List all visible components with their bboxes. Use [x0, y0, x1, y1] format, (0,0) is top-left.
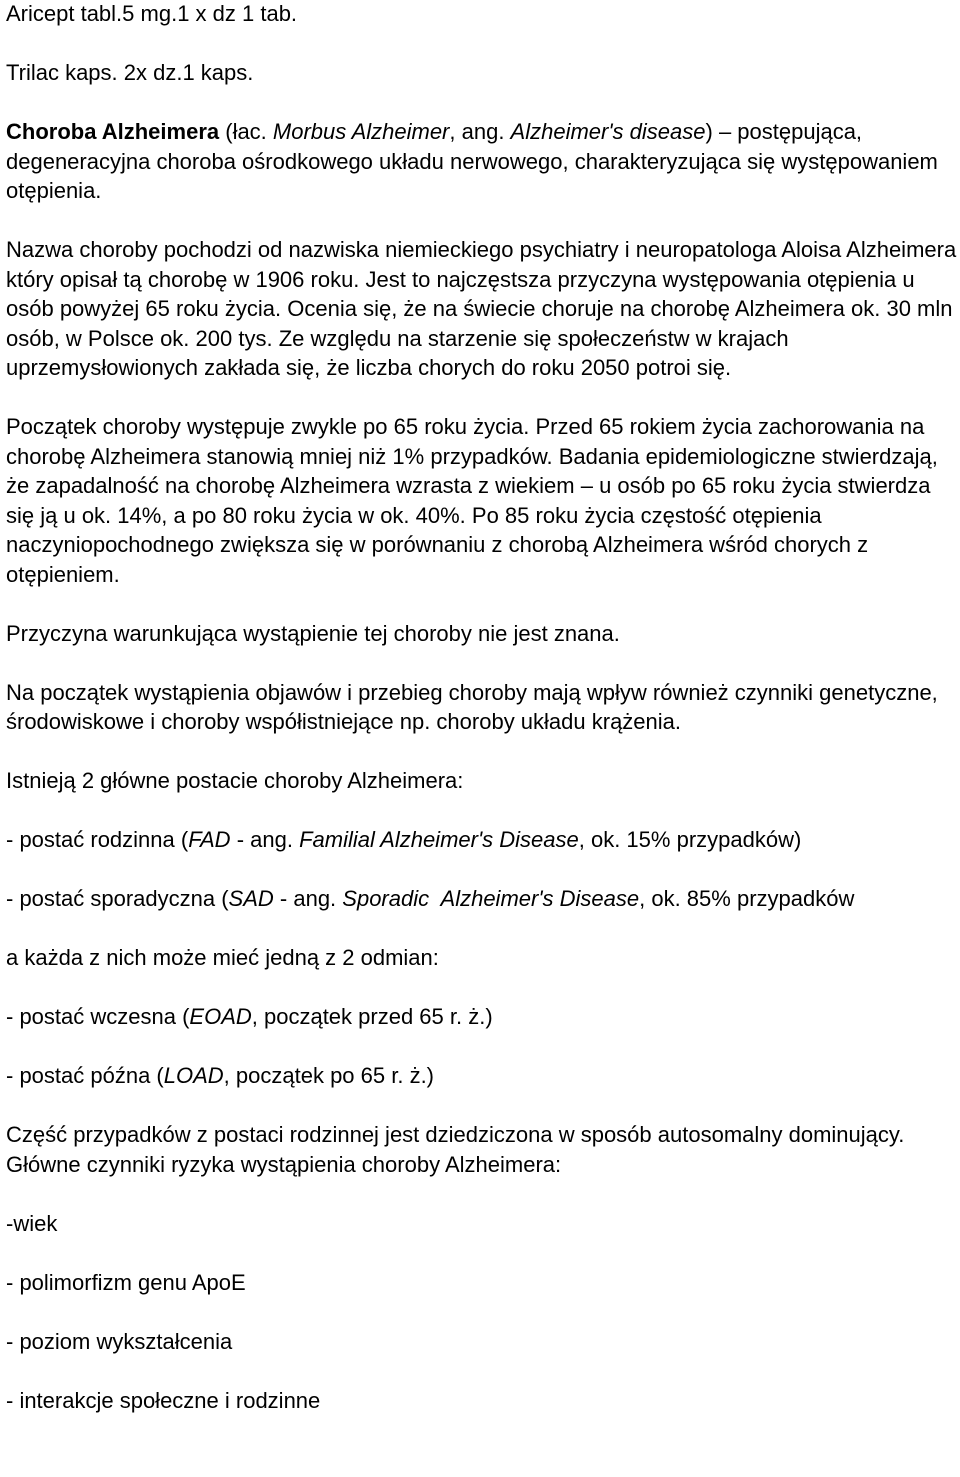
text-segment: ) – postępująca, degeneracyjna choroba ośrodkowego układu nerwowego, charakteryzująca się występowaniem otępienia.	[6, 119, 938, 203]
text-segment: - postać wczesna (	[6, 1004, 190, 1029]
paragraph-cause: Przyczyna warunkująca wystąpienie tej choroby nie jest znana.	[6, 620, 620, 646]
prescription-line-aricept: Aricept tabl.5 mg.1 x dz 1 tab.	[6, 1, 298, 26]
paragraph-onset: Początek choroby występuje zwykle po 65 roku życia. Przed 65 rokiem życia zachorowania na chorobę Alzheimera stanowią mniej niż 1% przypadków. Badania epidemiologiczne stwierdzają, że zapadalność na chorobę Alzheimera wzrasta z wiekiem – u osób po 65 roku życia stwierdza się ją u ok. 14%, a po 80 roku życia w ok. 40%. Po 85 roku życia częstość otępienia naczyniopochodnego zwiększa się w porównaniu z chorobą Alzheimera wśród chorych z otępieniem.	[6, 414, 938, 587]
paragraph-factors: Na początek wystąpienia objawów i przebieg choroby mają wpływ również czynniki genetyczne, środowiskowe i choroby współistniejące np. choroby układu krążenia.	[6, 679, 938, 734]
paragraph-definition	[6, 117, 958, 206]
abbr-sad: SAD	[228, 886, 274, 911]
abbr-fad: FAD	[188, 827, 231, 852]
paragraph-forms-intro: Istnieją 2 główne postacie choroby Alzheimera:	[6, 768, 464, 793]
prescription-line-trilac: Trilac kaps. 2x dz.1 kaps.	[6, 60, 254, 85]
paragraph-variants-intro: a każda z nich może mieć jedną z 2 odmian:	[6, 945, 439, 970]
text-segment: - postać sporadyczna (	[6, 886, 229, 911]
risk-factor-item: -wiek	[6, 1210, 58, 1236]
text-segment: - ang.	[230, 827, 300, 852]
list-item-load	[6, 1061, 958, 1091]
document-page	[6, 0, 958, 1415]
risk-factor-item: - polimorfizm genu ApoE	[6, 1269, 246, 1295]
text-segment: , ok. 85% przypadków	[639, 886, 855, 911]
risk-factor-item: - poziom wykształcenia	[6, 1328, 233, 1354]
text-segment: - postać rodzinna (	[6, 827, 189, 852]
english-name: Sporadic Alzheimer's Disease	[342, 886, 640, 911]
latin-name: Morbus Alzheimer	[272, 119, 450, 144]
text-segment: (łac.	[219, 119, 273, 144]
list-item-sad	[6, 884, 958, 914]
english-name: Alzheimer's disease	[510, 119, 706, 144]
english-name: Familial Alzheimer's Disease	[299, 827, 579, 852]
risk-factor-item: - interakcje społeczne i rodzinne	[6, 1387, 321, 1413]
text-segment: , początek przed 65 r. ż.)	[251, 1004, 493, 1029]
paragraph-inheritance: Część przypadków z postaci rodzinnej jest dziedziczona w sposób autosomalny dominujący. Główne czynniki ryzyka wystąpienia choroby Alzheimera:	[6, 1122, 905, 1177]
list-item-eoad	[6, 1002, 958, 1032]
text-segment: , początek po 65 r. ż.)	[223, 1063, 435, 1088]
list-item-fad	[6, 825, 958, 855]
term-bold: Choroba Alzheimera	[6, 119, 220, 144]
abbr-eoad: EOAD	[189, 1004, 252, 1029]
abbr-load: LOAD	[163, 1063, 224, 1088]
text-segment: - ang.	[273, 886, 343, 911]
text-segment: , ok. 15% przypadków)	[578, 827, 802, 852]
text-segment: - postać późna (	[6, 1063, 164, 1088]
paragraph-history: Nazwa choroby pochodzi od nazwiska niemieckiego psychiatry i neuropatologa Aloisa Alzheimera który opisał tą chorobę w 1906 roku. Jest to najczęstsza przyczyna występowania otępienia u osób powyżej 65 roku życia. Ocenia się, że na świecie choruje na chorobę Alzheimera ok. 30 mln osób, w Polsce ok. 200 tys. Ze względu na starzenie się społeczeństw w krajach uprzemysłowionych zakłada się, że liczba chorych do roku 2050 potroi się.	[6, 237, 957, 380]
text-segment: , ang.	[449, 119, 511, 144]
